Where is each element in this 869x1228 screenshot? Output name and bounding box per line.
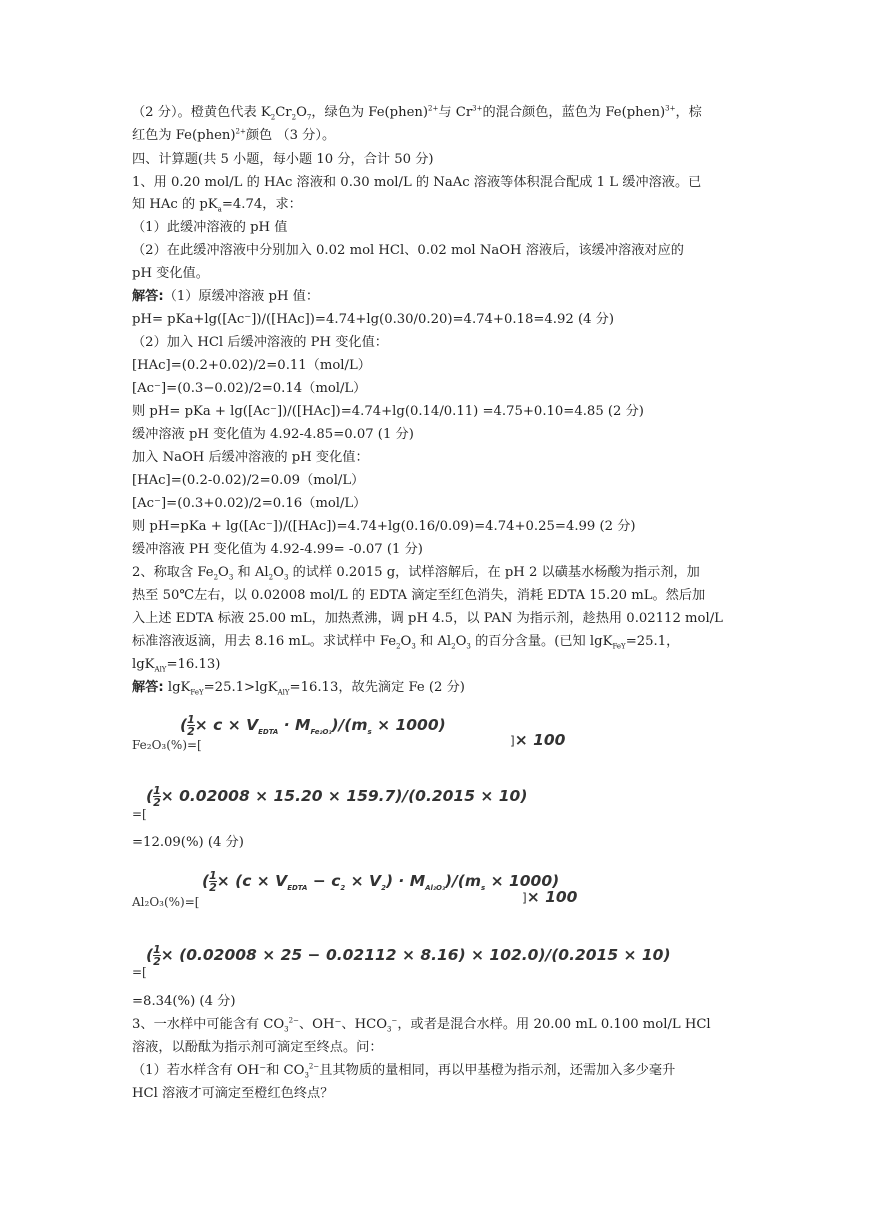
question-2-line-4: 标准溶液返滴，用去 8.16 mL。求试样中 $Fe_2O_3$ 和 $Al_2O_3$ 的百分含量。(已知 lgK$_{FeY}$=25.1， xyxy=(132,634,680,651)
fe2o3-substituted-expression: ( $\frac{1}{2}$ × 0.02008 × 15.20 × 159.7)/(0.2015 × 10) xyxy=(146,784,528,809)
question-3-part-1: （1）若水样含有 OH⁻和 $CO_3^{2-}$且其物质的量相同，再以甲基橙为指示剂，还需加入多少毫升 xyxy=(132,1062,676,1080)
answer-1-line: 则 pH=pKa + lg([Ac⁻])/([HAc])=4.74+lg(0.16/0.09)=4.74+0.25=4.99 (2 分) xyxy=(132,519,636,534)
question-3-line-1: 3、一水样中可能含有 $CO_3^{2-}$、OH⁻、$HCO_3^-$，或者是混合水样。用 20.00 mL 0.100 mol/L HCl xyxy=(132,1016,711,1034)
answer-1-line: pH= pKa+lg([Ac⁻])/([HAc])=4.74+lg(0.30/0.20)=4.74+0.18=4.92 (4 分) xyxy=(132,312,615,327)
half-fraction: $\frac{1}{2}$ xyxy=(153,943,161,968)
al2o3-formula-label: Al₂O₃(%)=[ xyxy=(132,895,200,909)
answer-1-line: 则 pH= pKa + lg([Ac⁻])/([HAc])=4.74+lg(0.14/0.11) =4.75+0.10=4.85 (2 分) xyxy=(132,404,644,419)
question-1-part-2-cont: pH 变化值。 xyxy=(132,266,209,281)
al2o3-formula-tail: ]× 100 xyxy=(522,888,578,906)
answer-2-heading: 解答: lgK$_{FeY}$=25.1>lgK$_{AlY}$=16.13，故先滴定 Fe (2 分) xyxy=(132,680,465,697)
answer-1-heading: 解答:（1）原缓冲溶液 pH 值： xyxy=(132,289,320,304)
question-2-line-3: 入上述 EDTA 标液 25.00 mL，加热煮沸，调 pH 4.5，以 PAN 为指示剂，趁热用 0.02112 mol/L xyxy=(132,611,723,626)
line-color-desc-2: 红色为 Fe(phen)$^{2+}$颜色 （3 分）。 xyxy=(132,127,336,143)
al2o3-substituted-expression: ( $\frac{1}{2}$ × (0.02008 × 25 − 0.02112 × 8.16) × 102.0)/(0.2015 × 10) xyxy=(146,943,671,968)
question-2-line-2: 热至 50℃左右，以 0.02008 mol/L 的 EDTA 滴定至红色消失，消耗 EDTA 15.20 mL。然后加 xyxy=(132,588,706,603)
question-1-part-2: （2）在此缓冲溶液中分别加入 0.02 mol HCl、0.02 mol NaOH 溶液后，该缓冲溶液对应的 xyxy=(132,243,684,258)
section-heading: 四、计算题(共 5 小题，每小题 10 分，合计 50 分) xyxy=(132,152,434,167)
question-1-part-1: （1）此缓冲溶液的 pH 值 xyxy=(132,220,288,235)
question-1-line-2: 知 HAc 的 $pK_a=4.74$，求： xyxy=(132,197,302,214)
al2o3-formula-expression: ( $\frac{1}{2}$ × $(c \times V_{EDTA} - c_2 \times V_2) \cdot M_{Al_2O_3})/(m_s \times 1000)$ xyxy=(202,869,560,894)
half-fraction: $\frac{1}{2}$ xyxy=(187,713,195,738)
half-fraction: $\frac{1}{2}$ xyxy=(209,869,217,894)
answer-1-line: 加入 NaOH 后缓冲溶液的 pH 变化值： xyxy=(132,450,369,465)
answer-1-line: [Ac⁻]=(0.3+0.02)/2=0.16（mol/L） xyxy=(132,496,367,511)
answer-1-line: 缓冲溶液 pH 变化值为 4.92-4.85=0.07 (1 分) xyxy=(132,427,414,442)
question-3-line-2: 溶液，以酚酞为指示剂可滴定至终点。问： xyxy=(132,1040,383,1055)
fe2o3-formula-label: Fe₂O₃(%)=[ xyxy=(132,738,202,752)
al2o3-substituted-label: =[ xyxy=(132,965,147,979)
fe2o3-substituted-label: =[ xyxy=(132,807,147,821)
fe2o3-formula-tail: ]× 100 xyxy=(510,731,566,749)
question-3-part-1-cont: HCl 溶液才可滴定至橙红色终点？ xyxy=(132,1086,334,1101)
answer-1-line: [Ac⁻]=(0.3−0.02)/2=0.14（mol/L） xyxy=(132,381,367,396)
question-2-line-1: 2、称取含 $Fe_2O_3$ 和 $Al_2O_3$ 的试样 0.2015 g，试样溶解后，在 pH 2 以磺基水杨酸为指示剂，加 xyxy=(132,565,700,582)
answer-1-line: 缓冲溶液 PH 变化值为 4.92-4.99= -0.07 (1 分) xyxy=(132,542,423,557)
question-1-line-1: 1、用 0.20 mol/L 的 HAc 溶液和 0.30 mol/L 的 NaAc 溶液等体积混合配成 1 L 缓冲溶液。已 xyxy=(132,175,702,190)
fe2o3-formula-expression: ( $\frac{1}{2}$ × $c \times V_{EDTA} \cdot M_{Fe_2O_3})/(m_s \times 1000)$ xyxy=(180,713,446,738)
half-fraction: $\frac{1}{2}$ xyxy=(153,784,161,809)
answer-1-line: （2）加入 HCl 后缓冲溶液的 PH 变化值： xyxy=(132,335,388,350)
answer-1-line: [HAc]=(0.2+0.02)/2=0.11（mol/L） xyxy=(132,358,371,373)
answer-1-line: [HAc]=(0.2-0.02)/2=0.09（mol/L） xyxy=(132,473,365,488)
fe2o3-result: =12.09(%) (4 分) xyxy=(132,835,244,850)
al2o3-result: =8.34(%) (4 分) xyxy=(132,994,236,1009)
line-color-desc-1: （2 分）。橙黄色代表 $K_2Cr_2O_7$，绿色为 Fe(phen)$^{2+}$与 $Cr^{3+}$的混合颜色，蓝色为 Fe(phen)$^{3+}$，棕 xyxy=(132,104,702,122)
question-2-line-5: lgK$_{AlY}$=16.13) xyxy=(132,657,221,674)
